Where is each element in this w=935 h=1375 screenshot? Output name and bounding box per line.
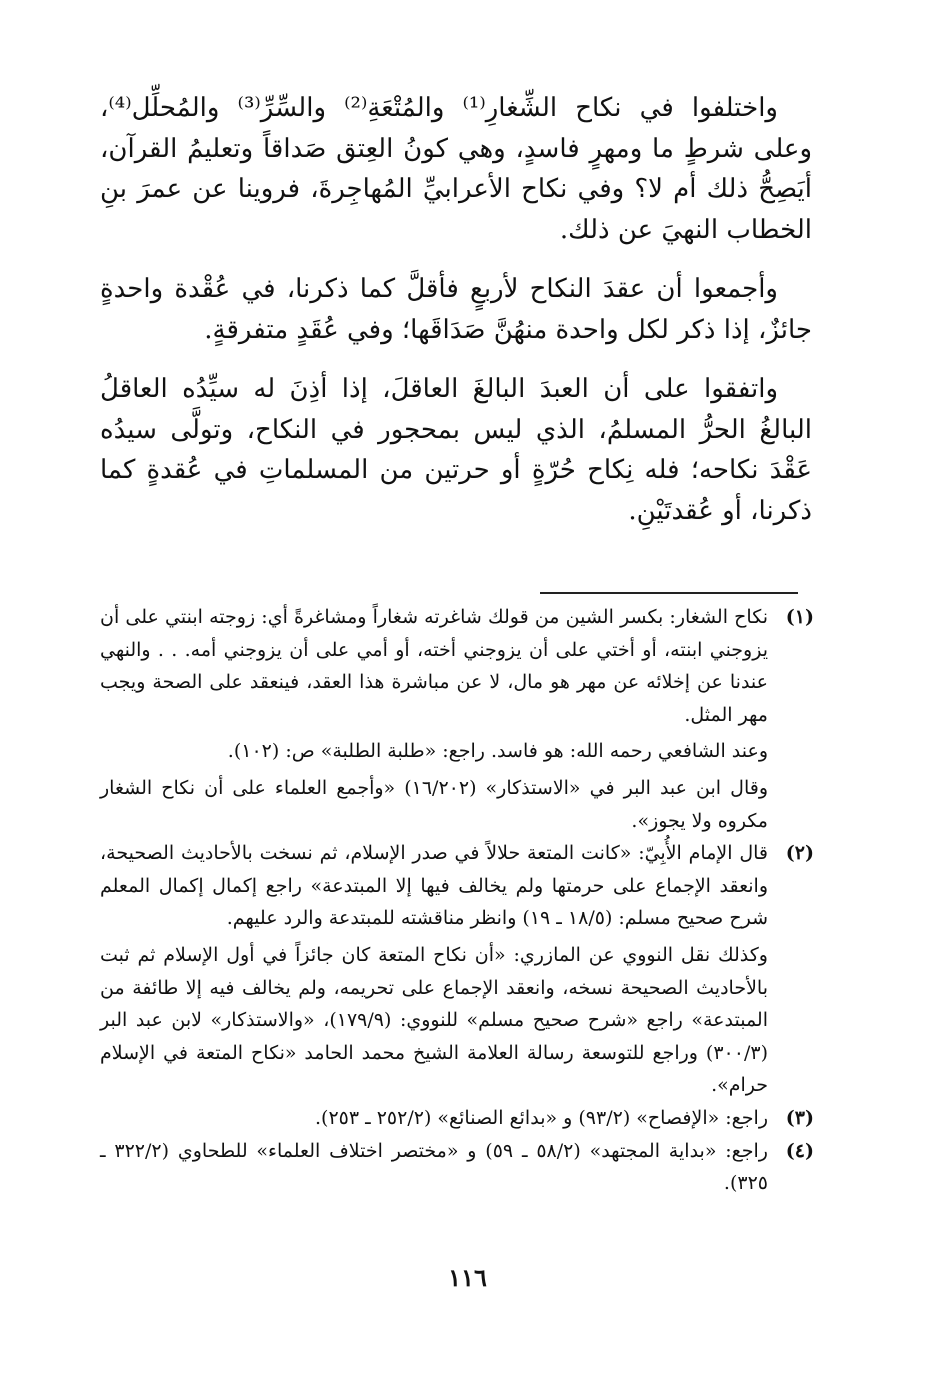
footnote-paragraph: نكاح الشغار: بكسر الشين من قولك شاغرته شغاراً ومشاغرةً أي: زوجته ابنتي على أن يزوجني ابنته، أو أختي على أن يزوجني أخته، أو أمي على أن يزوجني أمه. . . والنهي عندنا عن إخلائه عن مهر هو مال، لا عن مباشرة هذا العقد، فينعقد على الصحة ويجب مهر المثل. bbox=[100, 606, 768, 726]
footnote-number: (٣) bbox=[785, 1106, 814, 1129]
footnote-paragraph: وعند الشافعي رحمه الله: هو فاسد. راجع: «طلبة الطلبة» ص: (١٠٢). bbox=[227, 740, 768, 763]
footnote-paragraph: راجع: «بداية المجتهد» (٥٨/٢ ـ ٥٩) و «مختصر اختلاف العلماء» للطحاوي (٣٢٢/٢ ـ ٣٢٥). bbox=[100, 1139, 768, 1195]
footnote-paragraph: قال الإمام الأُبِيّ: «كانت المتعة حلالاً في صدر الإسلام، ثم نسخت بالأحاديث الصحيحة، وانعقد الإجماع على حرمتها ولم يخالف فيها إلا المبتدعة» راجع إكمال إكمال المعلم شرح صحيح مسلم: (١٨/٥ ـ ١٩) وانظر مناقشته للمبتدعة والرد عليهم. bbox=[100, 842, 768, 930]
footnote-number: (٢) bbox=[785, 842, 814, 865]
footnote-2 bbox=[100, 837, 814, 1102]
main-paragraph: واتفقوا على أن العبدَ البالغَ العاقلَ، إذا أذِنَ له سيِّدُه العاقلُ البالغُ الحرُّ المسلمُ، الذي ليس بمحجور في النكاح، وتولَّى سيدُه عَقْدَ نكاحه؛ فله نِكاح حُرّةٍ أو حرتين من المسلماتِ في عُقدةٍ كما ذكرنا، أو عُقدتَيْنِ. bbox=[100, 374, 812, 526]
main-text bbox=[100, 88, 812, 531]
footnote-number: (٤) bbox=[785, 1139, 814, 1162]
footnote-1 bbox=[100, 601, 814, 837]
footnote-number: (١) bbox=[785, 606, 814, 628]
footnotes bbox=[100, 601, 814, 1200]
main-paragraph: وأجمعوا أن عقدَ النكاح لأربعٍ فأقلَّ كما ذكرنا، في عُقْدة واحدةٍ جائزٌ، إذا ذكر لكل واحدة منهُنَّ صَدَاقَها؛ وفي عُقَدٍ متفرقةٍ. bbox=[100, 274, 812, 345]
footnote-body bbox=[100, 1102, 768, 1135]
footnote-3 bbox=[100, 1102, 814, 1135]
main-paragraph: واختلفوا في نكاح الشِّغارِ⁽¹⁾ والمُتْعَةِ⁽²⁾ والسِّرِّ⁽³⁾ والمُحلِّل⁽⁴⁾، وعلى شرطٍ ما ومهرٍ فاسدٍ، وهي كونُ العِتق صَداقاً وتعليمُ القرآن، أيَصِحُّ ذلك أم لا؟ وفي نكاح الأعرابيِّ المُهاجِرةَ، فروينا عن عمرَ بنِ الخطاب النهيَ عن ذلك. bbox=[100, 93, 812, 245]
footnote-paragraph: وقال ابن عبد البر في «الاستذكار» (١٦/٢٠٢) «وأجمع العلماء على أن نكاح الشغار مكروه ولا يجوز». bbox=[100, 776, 769, 832]
footnote-paragraph: راجع: «الإفصاح» (٩٣/٢) و «بدائع الصنائع» (٢٥٢/٢ ـ ٢٥٣). bbox=[314, 1106, 768, 1129]
page-number: ١١٦ bbox=[448, 1263, 487, 1292]
footnote-body bbox=[100, 601, 768, 837]
footnote-paragraph: وكذلك نقل النووي عن المازري: «أن نكاح المتعة كان جائزاً في أول الإسلام ثم ثبت بالأحاديث الصحيحة نسخه، وانعقد الإجماع على تحريمه، ولم يخالف فيه إلا طائفة من المبتدعة» راجع «شرح صحيح مسلم» للنووي: (١٧٩/٩)، «والاستذكار» لابن عبد البر (٣٠٠/٣) وراجع للتوسعة رسالة العلامة الشيخ محمد الحامد «نكاح المتعة في الإسلام حرام». bbox=[100, 943, 768, 1097]
footnote-4 bbox=[100, 1135, 814, 1200]
footnote-separator bbox=[540, 592, 798, 594]
footnote-body bbox=[100, 1135, 768, 1200]
footnote-body bbox=[100, 837, 768, 1102]
